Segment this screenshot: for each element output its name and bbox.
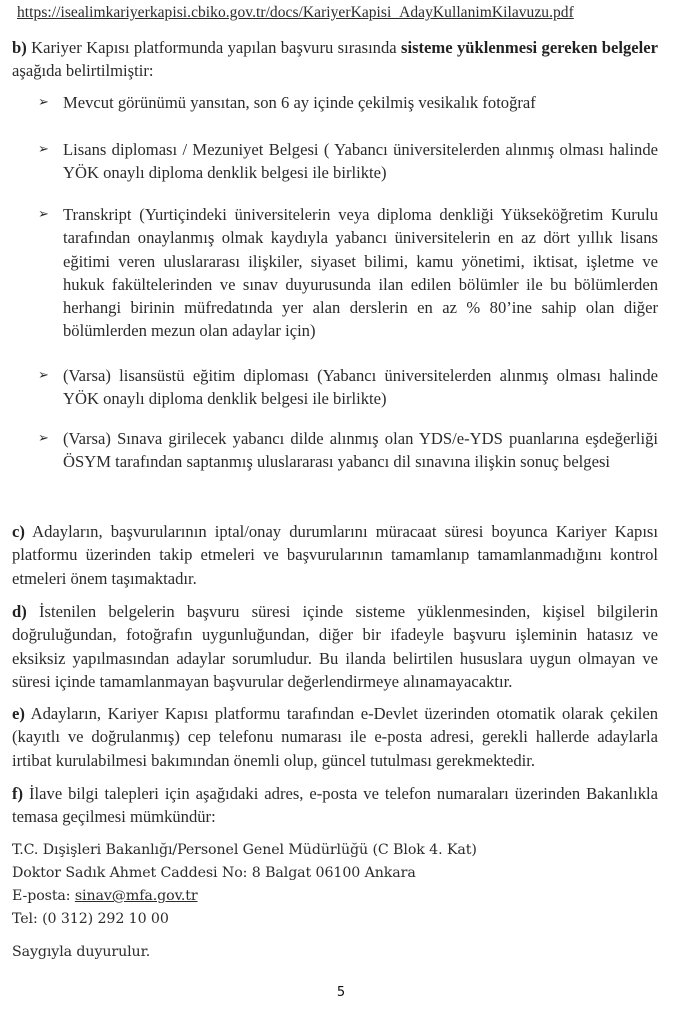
section-d-text: İstenilen belgelerin başvuru süresi içinde sisteme yüklenmesinden, kişisel bilgilerin doğruluğundan, fotoğrafın uygunluğundan, diğer bir ifadeyle başvuru işleminin hatasız ve eksiksiz yapılmasından adaylar sorumludur. Bu ilanda belirtilen hususlara uygun olmayan ve süresi içinde tamamlanmayan başvurular değerlendirmeye alınamayacaktır.	[12, 602, 658, 691]
guide-url-link[interactable]: https://isealimkariyerkapisi.cbiko.gov.tr/docs/KariyerKapisi_AdayKullanimKilavuzu.pdf	[17, 4, 574, 21]
section-b-bold-text: sisteme yüklenmesi gereken belgeler	[401, 38, 658, 57]
page-number: 5	[336, 985, 346, 1000]
list-item	[38, 91, 658, 114]
section-c-text: Adayların, başvurularının iptal/onay durumlarını müracaat süresi boyunca Kariyer Kapısı platformu üzerinden takip etmeleri ve başvurularının tamamlanıp tamamlanmadığını kontrol etmeleri önem taşımaktadır.	[12, 522, 658, 588]
list-item	[38, 427, 658, 474]
list-item-text: Mevcut görünümü yansıtan, son 6 ay içinde çekilmiş vesikalık fotoğraf	[63, 93, 536, 112]
arrow-bullet-icon: ➢	[38, 368, 49, 383]
section-b-text-after: aşağıda belirtilmiştir:	[12, 61, 154, 81]
section-b-label: b)	[12, 38, 27, 57]
list-item	[38, 138, 658, 185]
section-b-paragraph	[12, 36, 658, 83]
contact-address-line-2: Doktor Sadık Ahmet Caddesi No: 8 Balgat 06100 Ankara	[12, 865, 416, 881]
section-d-paragraph	[12, 600, 658, 693]
contact-email-line	[12, 885, 198, 908]
section-f-paragraph	[12, 782, 658, 829]
section-b-text-before: Kariyer Kapısı platformunda yapılan başvuru sırasında	[26, 38, 401, 57]
list-item-text: Lisans diploması / Mezuniyet Belgesi ( Yabancı üniversitelerden alınmış olması halinde YÖK onaylı diploma denklik belgesi ile birlikte)	[63, 140, 658, 183]
list-item-text: (Varsa) lisansüstü eğitim diploması (Yabancı üniversitelerden alınmış olması halinde YÖK onaylı diploma denklik belgesi ile birlikte)	[63, 366, 658, 409]
section-f-text: İlave bilgi talepleri için aşağıdaki adres, e-posta ve telefon numaraları üzerinden Bakanlıkla temasa geçilmesi mümkündür:	[12, 784, 658, 827]
list-item-text: (Varsa) Sınava girilecek yabancı dilde alınmış olan YDS/e-YDS puanlarına eşdeğerliği ÖSYM tarafından saptanmış uluslararası yabancı dil sınavına ilişkin sonuç belgesi	[63, 429, 658, 472]
section-e-paragraph	[12, 702, 658, 772]
section-d-label: d)	[12, 602, 27, 621]
arrow-bullet-icon: ➢	[38, 431, 49, 446]
closing-text: Saygıyla duyurulur.	[12, 944, 151, 960]
section-e-text: Adayların, Kariyer Kapısı platformu tarafından e-Devlet üzerinden otomatik olarak çekilen (kayıtlı ve doğrulanmış) cep telefonu numarası ile e-posta adresi, gerekli hallerde adaylarla irtibat kurulabilmesi bakımından önemli olup, güncel tutulması gerekmektedir.	[12, 704, 658, 770]
list-item	[38, 364, 658, 411]
list-item	[38, 203, 658, 343]
arrow-bullet-icon: ➢	[38, 207, 49, 222]
email-link[interactable]: sinav@mfa.gov.tr	[74, 888, 198, 904]
section-f-label: f)	[12, 784, 24, 803]
arrow-bullet-icon: ➢	[38, 142, 49, 157]
section-c-paragraph	[12, 520, 658, 590]
contact-tel-line: Tel: (0 312) 292 10 00	[12, 911, 169, 927]
section-e-label: e)	[12, 704, 25, 723]
arrow-bullet-icon: ➢	[38, 95, 49, 110]
contact-address-line-1: T.C. Dışişleri Bakanlığı/Personel Genel Müdürlüğü (C Blok 4. Kat)	[12, 842, 477, 858]
section-c-label: c)	[12, 522, 25, 541]
list-item-text: Transkript (Yurtiçindeki üniversitelerin veya diploma denkliği Yükseköğretim Kurulu tarafından onaylanmış olmak kaydıyla yabancı üniversitelerin en az dört yıllık lisans eğitimi veren uluslararası ilişkiler, siyaset bilimi, kamu yönetimi, iktisat, işletme ve hukuk fakültelerinden ve sınav duyurusunda ilan edilen bölümler ile bu bölümlerden herhangi birinin müfredatında yer alan derslerin en az % 80’ine sahip olan diğer bölümlerden mezun olan adaylar için)	[63, 205, 658, 341]
email-label: E-posta:	[12, 888, 75, 904]
